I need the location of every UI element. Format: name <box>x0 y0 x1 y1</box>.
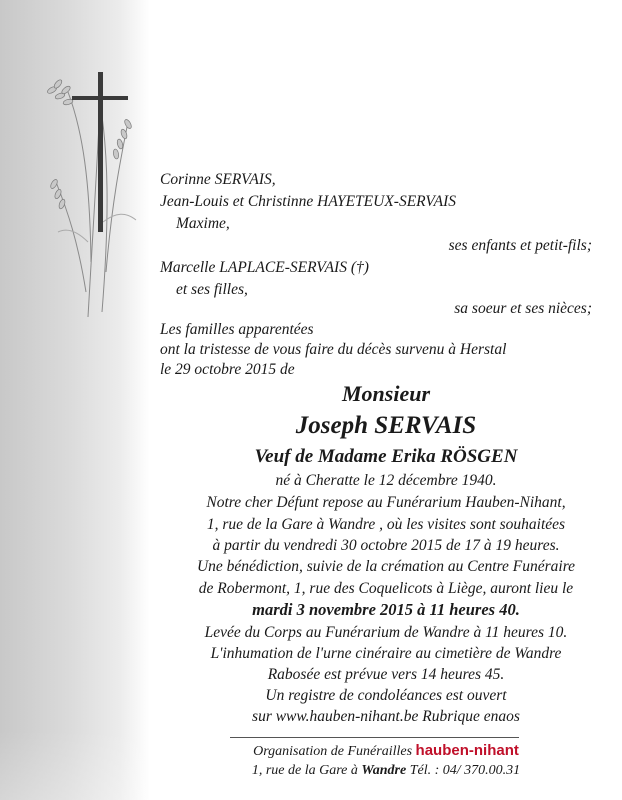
detail-line-2: Notre cher Défunt repose au Funérarium Hauben-Nihant, <box>206 494 566 511</box>
cross-wheat-icon <box>28 62 148 332</box>
deceased-widow-line: Veuf de Madame Erika RÖSGEN <box>254 446 518 467</box>
detail-line-11: Un registre de condoléances est ouvert <box>265 687 507 704</box>
detail-line-3: 1, rue de la Gare à Wandre , où les visites sont souhaitées <box>206 516 566 533</box>
family-line-7: sa soeur et ses nièces; <box>454 300 592 317</box>
family-line-8: Les familles apparentées <box>160 321 314 338</box>
deceased-name: Joseph SERVAIS <box>295 412 477 439</box>
detail-line-10: Rabosée est prévue vers 14 heures 45. <box>267 666 505 683</box>
detail-line-6: de Robermont, 1, rue des Coquelicots à Liège, auront lieu le <box>198 580 574 597</box>
footer-organisation <box>150 742 622 760</box>
detail-line-4: à partir du vendredi 30 octobre 2015 de 17 à 19 heures. <box>212 537 560 554</box>
detail-line-1: né à Cheratte le 12 décembre 1940. <box>275 472 497 489</box>
family-line-4: ses enfants et petit-fils; <box>448 237 592 254</box>
family-line-9: ont la tristesse de vous faire du décès survenu à Herstal <box>160 341 507 358</box>
deceased-honorific: Monsieur <box>341 381 431 406</box>
family-line-6: et ses filles, <box>176 281 248 298</box>
family-line-2: Jean-Louis et Christinne HAYETEUX-SERVAIS <box>160 193 457 210</box>
family-line-5: Marcelle LAPLACE-SERVAIS (†) <box>160 259 369 276</box>
detail-line-8: Levée du Corps au Funérarium de Wandre à 11 heures 10. <box>204 624 568 641</box>
brand-logo: hauben-nihant <box>415 742 519 759</box>
family-line-3: Maxime, <box>176 215 230 232</box>
detail-line-12: sur www.hauben-nihant.be Rubrique enaos <box>252 708 520 725</box>
footer-address-town: Wandre <box>361 763 407 778</box>
family-line-10: le 29 octobre 2015 de <box>160 361 295 378</box>
left-band-fade <box>0 730 170 800</box>
footer-address <box>150 762 622 779</box>
detail-line-9: L'inhumation de l'urne cinéraire au cimetière de Wandre <box>210 645 562 662</box>
detail-line-5: Une bénédiction, suivie de la crémation au Centre Funéraire <box>196 558 576 575</box>
footer-address-prefix: 1, rue de la Gare à <box>251 763 358 778</box>
footer-org-label: Organisation de Funérailles <box>253 744 413 759</box>
footer-phone: Tél. : 04/ 370.00.31 <box>409 763 521 778</box>
footer-divider <box>230 737 519 738</box>
family-line-1: Corinne SERVAIS, <box>160 171 276 188</box>
ceremony-date: mardi 3 novembre 2015 à 11 heures 40. <box>252 600 520 619</box>
